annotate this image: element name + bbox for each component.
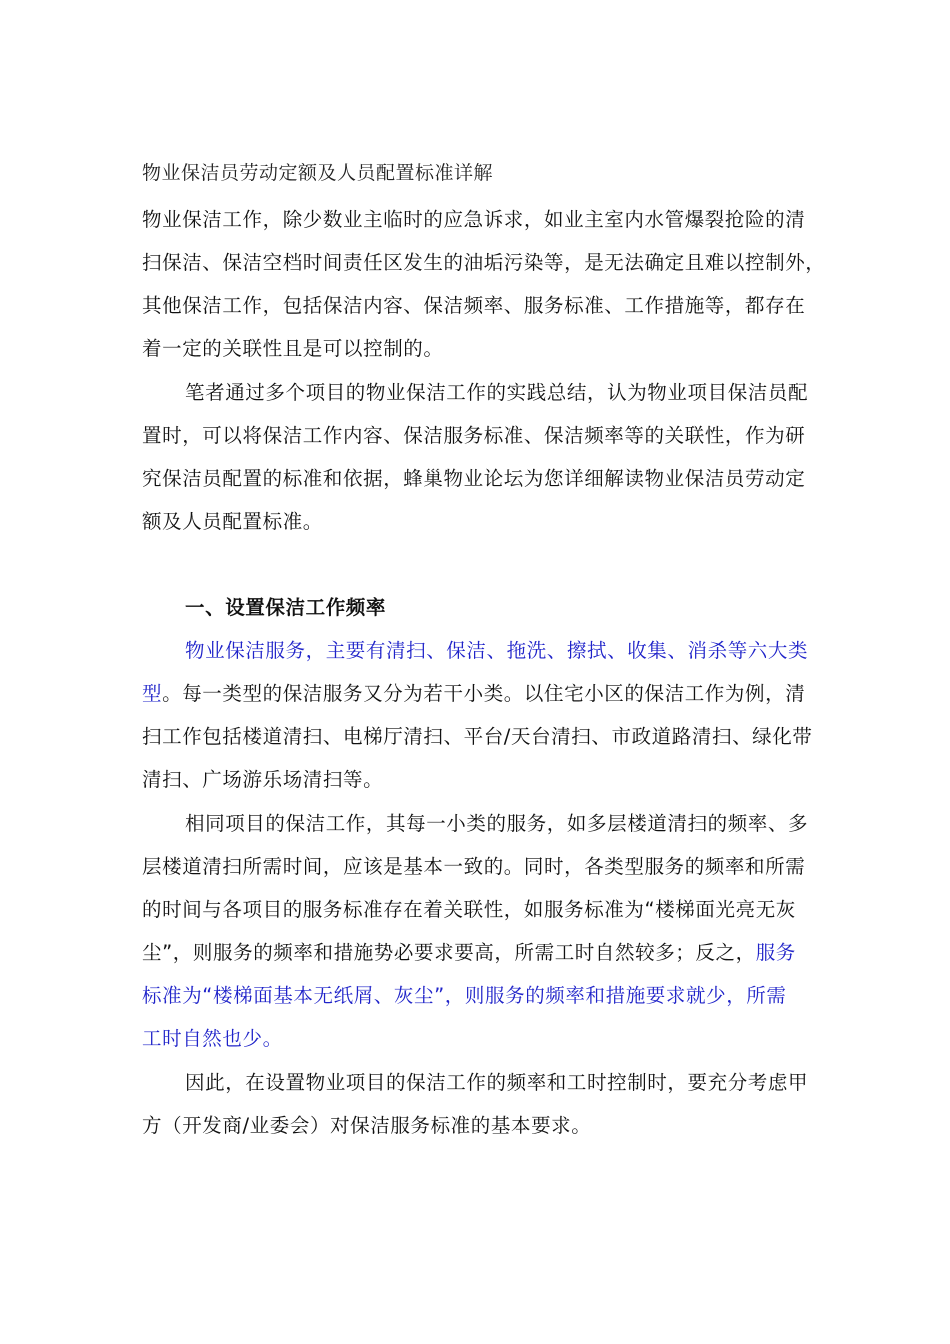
- paragraph-line: 的时间与各项目的服务标准存在着关联性，如服务标准为“楼梯面光亮无灰: [142, 898, 796, 921]
- highlighted-line: 物业保洁服务，主要有清扫、保洁、拖洗、擦拭、收集、消杀等六大类: [185, 639, 809, 662]
- section-heading-text: 一、设置保洁工作频率: [185, 596, 387, 619]
- paragraph-line: 方（开发商/业委会）对保洁服务标准的基本要求。: [142, 1114, 592, 1137]
- paragraph-conclusion: [142, 1061, 832, 1147]
- plain-text: 。每一类型的保洁服务又分为若干小类。以住宅小区的保洁工作为例，清: [162, 682, 806, 705]
- paragraph-line: [142, 672, 832, 715]
- paragraph-service-types: [142, 629, 832, 801]
- highlighted-text: 型: [142, 682, 163, 705]
- section-heading: [142, 586, 832, 629]
- paragraph-line: 置时，可以将保洁工作内容、保洁服务标准、保洁频率等的关联性，作为研: [142, 424, 806, 447]
- paragraph-line: 因此，在设置物业项目的保洁工作的频率和工时控制时，要充分考虑甲: [185, 1071, 809, 1094]
- highlighted-line: 工时自然也少。: [142, 1027, 283, 1050]
- paragraph-line: [142, 931, 832, 974]
- paragraph-line: 扫保洁、保洁空档时间责任区发生的油垢污染等，是无法确定且难以控制外，: [142, 251, 826, 274]
- paragraph-line: 着一定的关联性且是可以控制的。: [142, 337, 444, 360]
- paragraph-line: 究保洁员配置的标准和依据，蜂巢物业论坛为您详细解读物业保洁员劳动定: [142, 467, 806, 490]
- paragraph-service-standards: [142, 802, 832, 1060]
- paragraph-line: 层楼道清扫所需时间，应该是基本一致的。同时，各类型服务的频率和所需: [142, 855, 806, 878]
- paragraph-line: 其他保洁工作，包括保洁内容、保洁频率、服务标准、工作措施等，都存在: [142, 294, 806, 317]
- paragraph-intro: [142, 198, 832, 370]
- paragraph-line: 扫工作包括楼道清扫、电梯厅清扫、平台/天台清扫、市政道路清扫、绿化带: [142, 725, 813, 748]
- document-title: 物业保洁员劳动定额及人员配置标准详解: [142, 162, 494, 184]
- paragraph-line: 相同项目的保洁工作，其每一小类的服务，如多层楼道清扫的频率、多: [185, 812, 809, 835]
- highlighted-text: 服务: [755, 941, 796, 964]
- paragraph-line: 额及人员配置标准。: [142, 510, 323, 533]
- highlighted-line: 标准为“楼梯面基本无纸屑、灰尘”，则服务的频率和措施要求就少，所需: [142, 984, 787, 1007]
- paragraph-line: 清扫、广场游乐场清扫等。: [142, 768, 384, 791]
- paragraph-line: 物业保洁工作，除少数业主临时的应急诉求，如业主室内水管爆裂抢险的清: [142, 208, 806, 231]
- paragraph-author-summary: [142, 371, 832, 543]
- plain-text: 尘”，则服务的频率和措施势必要求要高，所需工时自然较多；反之，: [142, 941, 756, 964]
- paragraph-line: 笔者通过多个项目的物业保洁工作的实践总结，认为物业项目保洁员配: [185, 381, 809, 404]
